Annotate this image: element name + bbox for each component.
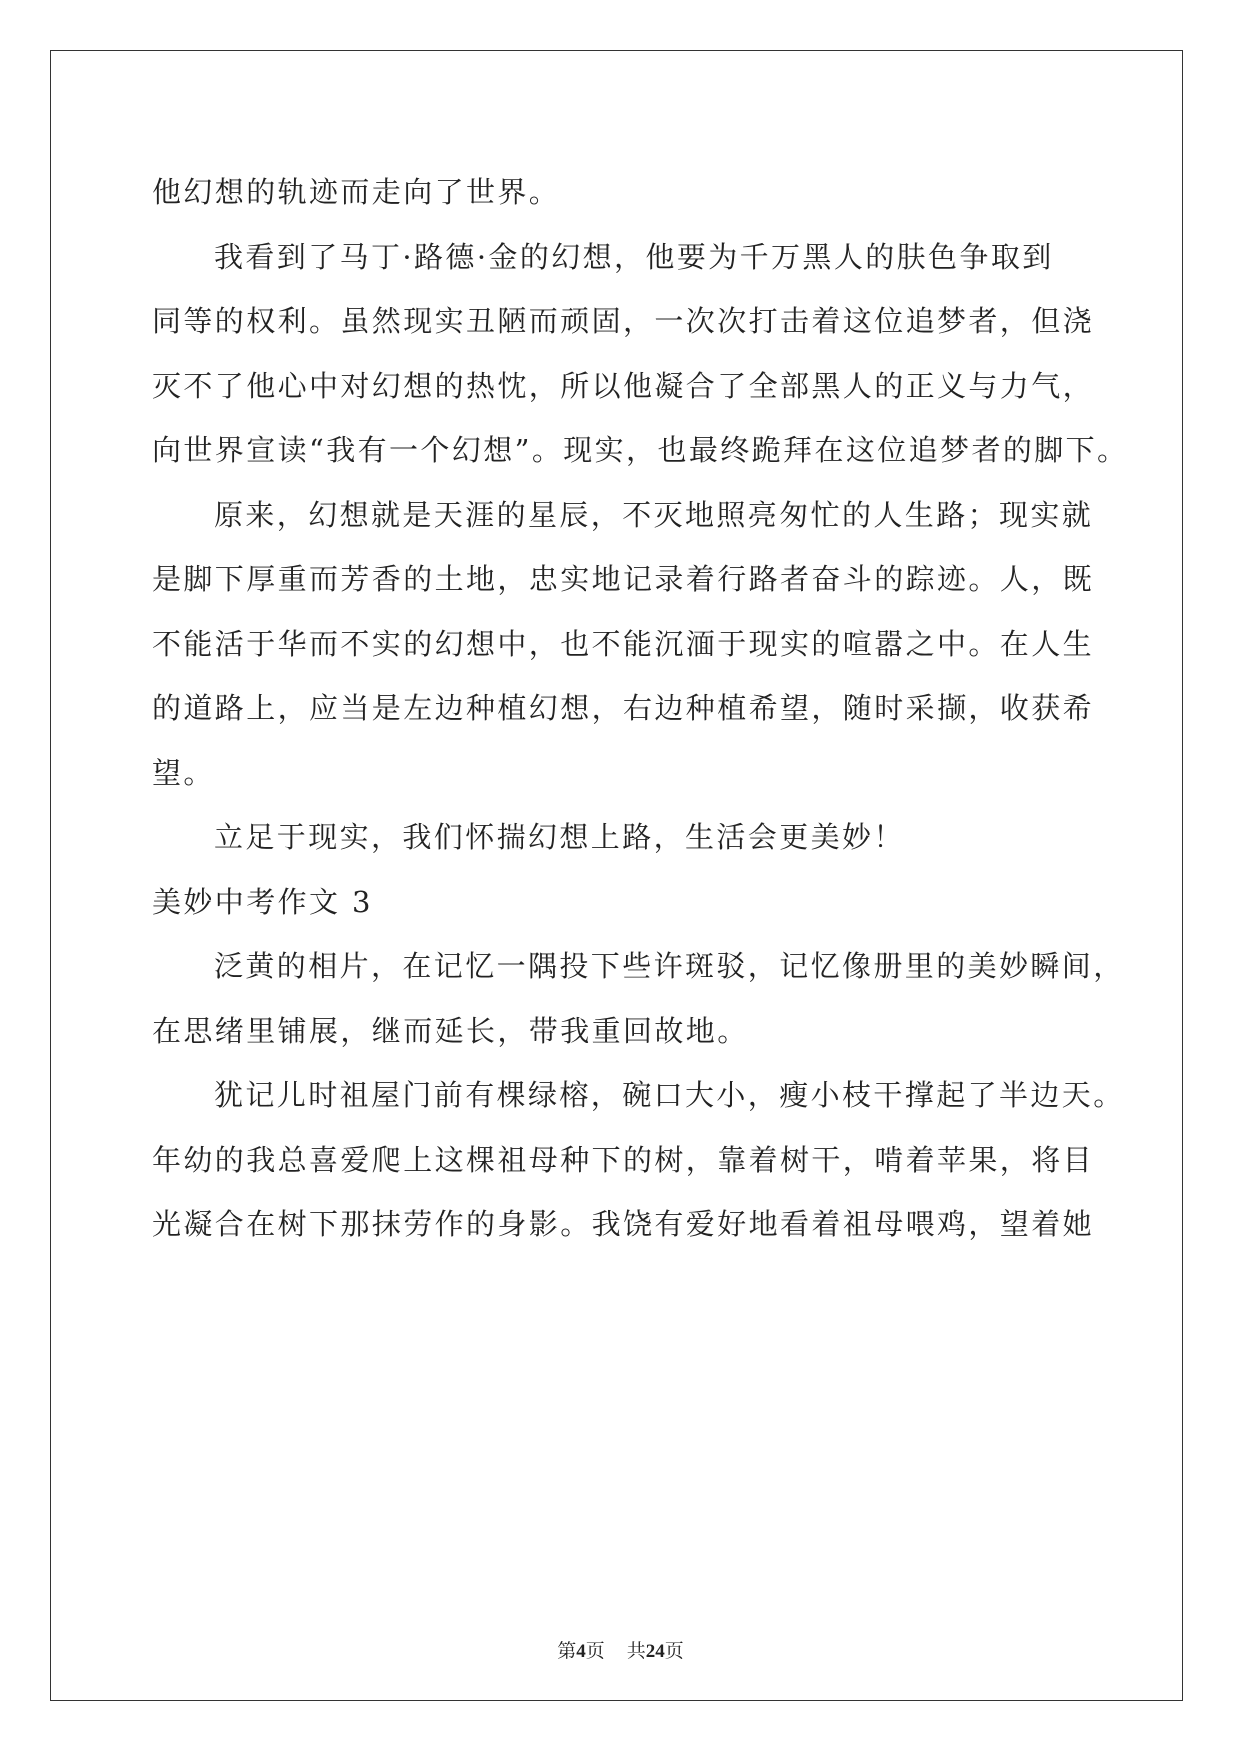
text-line: 灭不了他心中对幻想的热忱，所以他凝合了全部黑人的正义与力气， (152, 368, 1095, 403)
page-footer (0, 1636, 1241, 1663)
text-line: 是脚下厚重而芳香的土地，忠实地记录着行路者奋斗的踪迹。人，既 (152, 562, 1095, 596)
text-line: 原来，幻想就是天涯的星辰，不灭地照亮匆忙的人生路；现实就 (214, 497, 1094, 532)
text-line: 在思绪里铺展，继而延长，带我重回故地。 (152, 1013, 749, 1048)
text-line: 年幼的我总喜爱爬上这棵祖母种下的树，靠着树干，啃着苹果，将目 (152, 1142, 1095, 1177)
text-line: 同等的权利。虽然现实丑陋而顽固，一次次打击着这位追梦者，但浇 (152, 304, 1095, 338)
page-number: 4 (576, 1641, 586, 1662)
text-line: 望。 (152, 755, 215, 790)
total-prefix: 共 (626, 1641, 646, 1662)
total-pages: 24 (645, 1641, 665, 1662)
text-line: 向世界宣读“我有一个幻想”。现实，也最终跪拜在这位追梦者的脚下。 (152, 433, 1129, 467)
text-line: 不能活于华而不实的幻想中，也不能沉湎于现实的喧嚣之中。在人生 (152, 626, 1095, 661)
text-line: 的道路上，应当是左边种植幻想，右边种植希望，随时采撷，收获希 (152, 691, 1095, 725)
document-body (152, 160, 1129, 1257)
page-prefix: 第 (557, 1641, 577, 1662)
text-line: 泛黄的相片，在记忆一隅投下些许斑驳，记忆像册里的美妙瞬间， (214, 949, 1125, 983)
page-suffix: 页 (585, 1641, 605, 1662)
total-suffix: 页 (664, 1641, 684, 1662)
text-line: 我看到了马丁·路德·金的幻想，他要为千万黑人的肤色争取到 (214, 239, 1054, 274)
text-line: 犹记儿时祖屋门前有棵绿榕，碗口大小，瘦小枝干撑起了半边天。 (214, 1078, 1125, 1112)
section-heading: 美妙中考作文 3 (152, 884, 373, 919)
text-line: 立足于现实，我们怀揣幻想上路，生活会更美妙！ (214, 820, 905, 854)
text-line: 光凝合在树下那抹劳作的身影。我饶有爱好地看着祖母喂鸡，望着她 (152, 1207, 1095, 1241)
text-line: 他幻想的轨迹而走向了世界。 (152, 175, 561, 209)
